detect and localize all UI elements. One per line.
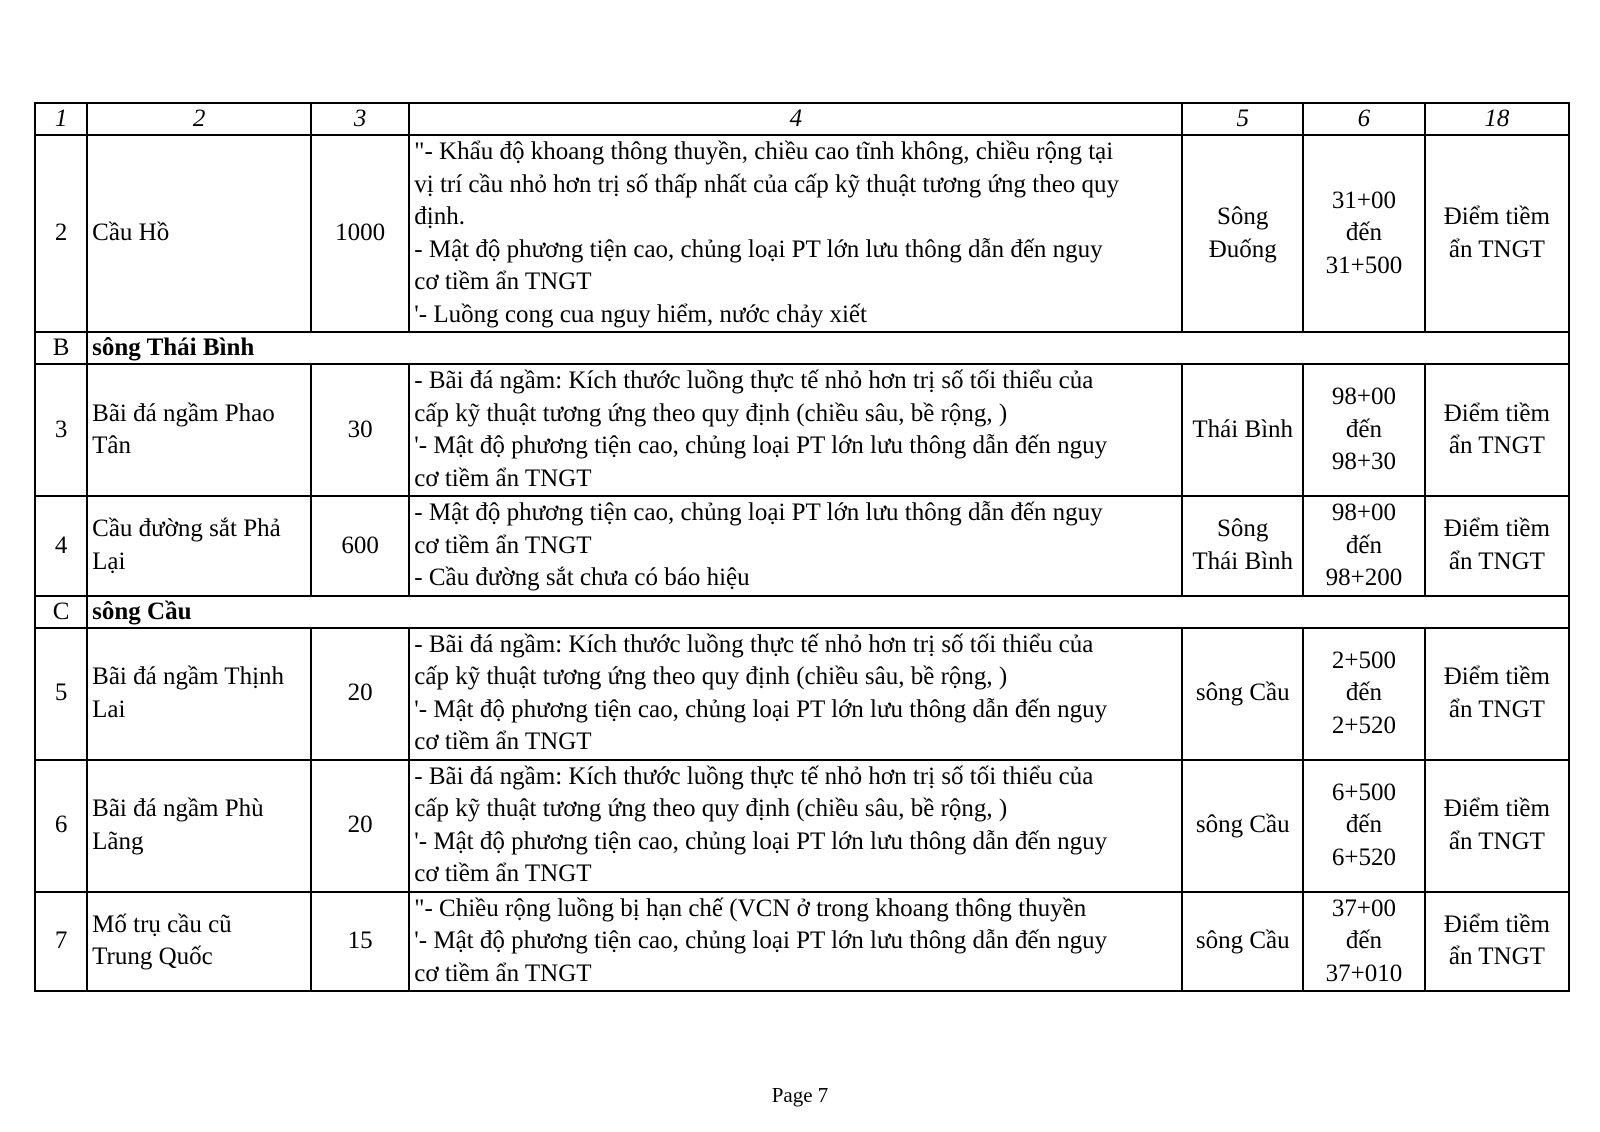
river-name-line: sông Cầu <box>1195 927 1290 954</box>
note-line: ẩn TNGT <box>1448 235 1545 263</box>
hazard-description-line: định. <box>414 203 465 230</box>
table-row <box>35 892 1569 992</box>
hazard-description-line: '- Mật độ phương tiện cao, chủng loại PT lớn lưu thông dẫn đến nguy <box>414 432 1108 459</box>
location-name <box>87 496 311 596</box>
hazard-description-line: '- Mật độ phương tiện cao, chủng loại PT lớn lưu thông dẫn đến nguy <box>414 827 1108 855</box>
km-range-line: 31+00 <box>1331 186 1396 214</box>
hazard-description-line: - Mật độ phương tiện cao, chủng loại PT lớn lưu thông dẫn đến nguy <box>414 235 1103 263</box>
note-line: ẩn TNGT <box>1448 827 1545 855</box>
km-range-line: 98+00 <box>1331 499 1396 526</box>
header-row <box>35 103 1569 135</box>
note <box>1425 628 1569 760</box>
hazard-description-line: - Cầu đường sắt chưa có báo hiệu <box>414 564 750 591</box>
hazard-description <box>409 496 1182 596</box>
river-name-line: Thái Bình <box>1192 415 1294 443</box>
note-line: Điểm tiềm <box>1443 515 1550 543</box>
length-value: 600 <box>311 496 409 596</box>
km-range-line: 37+010 <box>1325 959 1403 987</box>
hazard-description-line: cơ tiềm ẩn TNGT <box>414 464 592 492</box>
table-row <box>35 760 1569 892</box>
river-name-line: Sông <box>1217 515 1269 543</box>
km-range-line: 6+500 <box>1331 778 1396 806</box>
km-range-line: đến <box>1345 219 1382 247</box>
hazard-description-line: cấp kỹ thuật tương ứng theo quy định (chiều sâu, bề rộng, ) <box>414 663 1008 690</box>
section-code: B <box>35 332 87 364</box>
note-line: ẩn TNGT <box>1448 695 1545 723</box>
section-title: sông Thái Bình <box>87 332 1569 364</box>
note-line: Điểm tiềm <box>1443 910 1550 938</box>
note <box>1425 892 1569 992</box>
location-name <box>87 892 311 992</box>
location-name-line: Lại <box>92 547 126 575</box>
hazard-description-line: cơ tiềm ẩn TNGT <box>414 531 592 559</box>
header-cell: 18 <box>1425 103 1569 135</box>
length-value: 30 <box>311 364 409 496</box>
row-number: 6 <box>35 760 87 892</box>
table-row <box>35 135 1569 332</box>
location-name-line: Bãi đá ngầm Phao <box>92 399 275 427</box>
note <box>1425 496 1569 596</box>
km-range-line: 2+500 <box>1331 646 1396 674</box>
km-range <box>1303 135 1425 332</box>
hazard-description-line: "- Khẩu độ khoang thông thuyền, chiều cao tĩnh không, chiều rộng tại <box>414 138 1114 165</box>
note <box>1425 760 1569 892</box>
hazard-description-line: - Bãi đá ngầm: Kích thước luồng thực tế nhỏ hơn trị số tối thiểu của <box>414 367 1094 394</box>
note-line: Điểm tiềm <box>1443 399 1550 427</box>
km-range <box>1303 760 1425 892</box>
hazard-description-line: - Bãi đá ngầm: Kích thước luồng thực tế nhỏ hơn trị số tối thiểu của <box>414 762 1094 790</box>
header-cell: 2 <box>87 103 311 135</box>
km-range <box>1303 628 1425 760</box>
hazard-description-line: cơ tiềm ẩn TNGT <box>414 728 592 755</box>
row-number: 2 <box>35 135 87 332</box>
hazard-description-line: cơ tiềm ẩn TNGT <box>414 268 592 295</box>
location-name-line: Tân <box>92 432 132 459</box>
hazard-description-line: cơ tiềm ẩn TNGT <box>414 959 592 987</box>
km-range <box>1303 892 1425 992</box>
section-row <box>35 596 1569 628</box>
row-number: 5 <box>35 628 87 760</box>
row-number: 7 <box>35 892 87 992</box>
hazard-description <box>409 892 1182 992</box>
river-name-line: sông Cầu <box>1195 811 1290 839</box>
hazard-description-line: cấp kỹ thuật tương ứng theo quy định (chiều sâu, bề rộng, ) <box>414 399 1008 427</box>
location-name-line: Bãi đá ngầm Thịnh <box>92 663 285 690</box>
location-name-line: Lãng <box>92 827 144 855</box>
location-name <box>87 628 311 760</box>
note-line: ẩn TNGT <box>1448 943 1545 971</box>
km-range-line: 98+200 <box>1325 564 1403 591</box>
hazard-description <box>409 628 1182 760</box>
length-value: 20 <box>311 628 409 760</box>
location-name-line: Bãi đá ngầm Phù <box>92 795 264 822</box>
note <box>1425 364 1569 496</box>
table-row <box>35 628 1569 760</box>
km-range-line: đến <box>1345 679 1382 707</box>
row-number: 3 <box>35 364 87 496</box>
river-name-line: sông Cầu <box>1195 679 1290 707</box>
length-value: 15 <box>311 892 409 992</box>
hazard-description-line: - Mật độ phương tiện cao, chủng loại PT lớn lưu thông dẫn đến nguy <box>414 499 1103 526</box>
table-row <box>35 496 1569 596</box>
note-line: ẩn TNGT <box>1448 432 1545 459</box>
hazard-description <box>409 135 1182 332</box>
river-name <box>1182 760 1303 892</box>
hazard-description-line: - Bãi đá ngầm: Kích thước luồng thực tế nhỏ hơn trị số tối thiểu của <box>414 630 1094 658</box>
km-range-line: đến <box>1345 415 1382 443</box>
header-cell: 5 <box>1182 103 1303 135</box>
river-name <box>1182 496 1303 596</box>
km-range-line: đến <box>1345 927 1382 954</box>
page-number: Page 7 <box>771 1083 829 1107</box>
km-range <box>1303 364 1425 496</box>
location-name-line: Lai <box>92 695 126 723</box>
length-value: 20 <box>311 760 409 892</box>
km-range-line: 98+00 <box>1331 383 1396 411</box>
header-cell: 3 <box>311 103 409 135</box>
location-name-line: Cầu đường sắt Phả <box>92 515 281 543</box>
header-cell: 4 <box>409 103 1182 135</box>
river-name-line: Thái Bình <box>1192 547 1294 575</box>
note-line: ẩn TNGT <box>1448 547 1545 575</box>
hazard-description <box>409 760 1182 892</box>
km-range-line: đến <box>1345 811 1382 839</box>
hazard-description-line: cấp kỹ thuật tương ứng theo quy định (chiều sâu, bề rộng, ) <box>414 795 1008 822</box>
hazard-description-line: cơ tiềm ẩn TNGT <box>414 860 592 887</box>
note-line: Điểm tiềm <box>1443 203 1550 230</box>
hazard-description <box>409 364 1182 496</box>
location-name-line: Mố trụ cầu cũ <box>92 910 232 938</box>
note <box>1425 135 1569 332</box>
hazard-description-line: vị trí cầu nhỏ hơn trị số thấp nhất của cấp kỹ thuật tương ứng theo quy <box>414 170 1120 198</box>
section-code: C <box>35 596 87 628</box>
section-row <box>35 332 1569 364</box>
river-name-line: Đuống <box>1208 235 1277 263</box>
hazard-description-line: "- Chiều rộng luồng bị hạn chế (VCN ở trong khoang thông thuyền <box>414 894 1087 922</box>
km-range-line: 98+30 <box>1331 448 1396 476</box>
km-range-line: 31+500 <box>1325 251 1403 279</box>
km-range-line: 2+520 <box>1331 711 1396 739</box>
km-range-line: 37+00 <box>1331 894 1396 922</box>
note-line: Điểm tiềm <box>1443 795 1550 822</box>
header-cell: 1 <box>35 103 87 135</box>
km-range-line: 6+520 <box>1331 843 1396 871</box>
hazard-description-line: '- Mật độ phương tiện cao, chủng loại PT lớn lưu thông dẫn đến nguy <box>414 927 1108 954</box>
hazard-description-line: '- Mật độ phương tiện cao, chủng loại PT lớn lưu thông dẫn đến nguy <box>414 695 1108 723</box>
km-range <box>1303 496 1425 596</box>
location-name <box>87 135 311 332</box>
km-range-line: đến <box>1345 531 1382 559</box>
table-row <box>35 364 1569 496</box>
river-name <box>1182 135 1303 332</box>
river-name <box>1182 628 1303 760</box>
row-number: 4 <box>35 496 87 596</box>
hazard-table <box>34 102 1570 992</box>
location-name-line: Cầu Hồ <box>92 219 170 247</box>
location-name <box>87 364 311 496</box>
section-title: sông Cầu <box>87 596 1569 628</box>
hazard-description-line: '- Luồng cong cua nguy hiểm, nước chảy xiết <box>414 300 867 328</box>
river-name <box>1182 364 1303 496</box>
location-name <box>87 760 311 892</box>
location-name-line: Trung Quốc <box>92 943 213 971</box>
length-value: 1000 <box>311 135 409 332</box>
note-line: Điểm tiềm <box>1443 663 1550 690</box>
river-name-line: Sông <box>1217 203 1269 230</box>
river-name <box>1182 892 1303 992</box>
header-cell: 6 <box>1303 103 1425 135</box>
